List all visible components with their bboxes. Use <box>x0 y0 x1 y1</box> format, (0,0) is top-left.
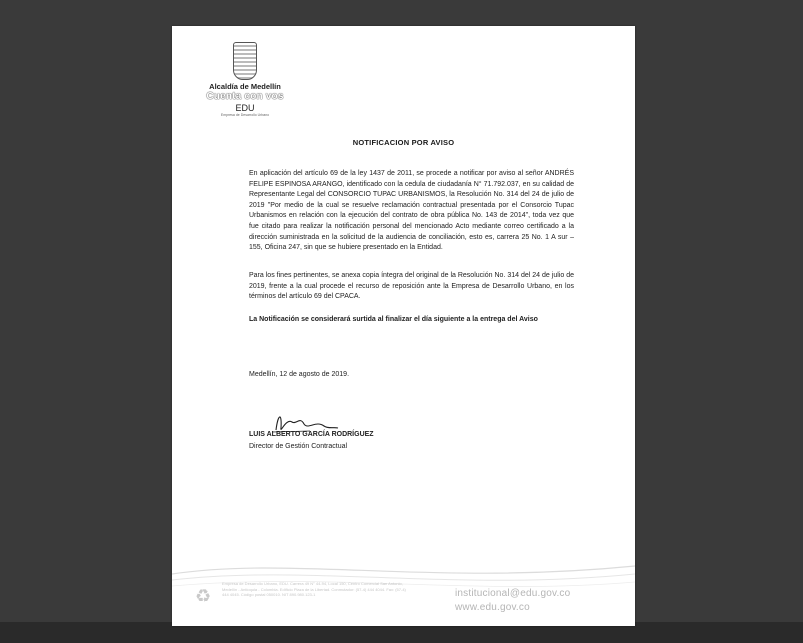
signer-name: LUIS ALBERTO GARCÍA RODRÍGUEZ <box>249 431 374 438</box>
logo-slogan: Cuenta con vos <box>206 91 284 102</box>
coat-of-arms-icon <box>233 42 257 80</box>
document-page <box>172 26 635 626</box>
logo-brand: EDU <box>235 103 255 113</box>
edu-logo <box>200 42 290 118</box>
logo-tagline: Empresa de Desarrollo Urbano <box>220 113 270 117</box>
recycle-icon: ♻ <box>195 586 212 606</box>
footer-email: institucional@edu.gov.co <box>455 588 571 599</box>
logo-city: Alcaldía de Medellín <box>209 82 281 91</box>
document-title: NOTIFICACION POR AVISO <box>352 138 455 147</box>
paragraph-validity: La Notificación se considerará surtida al finalizar el día siguiente a la entrega del Aviso <box>249 316 538 323</box>
footer-address: Empresa de Desarrollo Urbano, EDU. Carrera 49 N° 44-94, Local 150, Centro Comercial San Antonio, Medellín - Antioquia - Colombia. Edificio Plaza de la Libertad. Conmutador: (57-4) 444 4044. Fax: (57-4) 444 4045. Código postal 050010. NIT 890.980.123-1 <box>222 581 406 598</box>
footer-website: www.edu.gov.co <box>455 602 530 613</box>
paragraph-notification: En aplicación del artículo 69 de la ley 1437 de 2011, se procede a notificar por aviso al señor ANDRÉS FELIPE ESPINOSA ARANGO, identificado con la cedula de ciudadanía N° 71.792.037, en su calidad de Representante Legal del CONSORCIO TUPAC URBANISMOS, la Resolución No. 314 del 24 de julio de 2019 "Por medio de la cual se resuelve reclamación contractual presentada por el Consorcio Tupac Urbanismos en relación con la ejecución del contrato de obra pública No. 143 de 2014", toda vez que fue citado para realizar la notificación personal del mencionado Acto mediante correo certificado a la dirección suministrada en la solicitud de la audiencia de conciliación, esto es, carrera 25 No. 1 A sur – 155, Oficina 247, sin que se hubiere presentado en la Entidad. <box>249 170 574 252</box>
paragraph-attachment: Para los fines pertinentes, se anexa copia íntegra del original de la Resolución No. 314 del 24 de julio de 2019, frente a la cual procede el recurso de reposición ante la Empresa de Desarrollo Urbano, en los términos del artículo 69 del CPACA. <box>249 272 574 301</box>
document-date: Medellín, 12 de agosto de 2019. <box>249 371 350 378</box>
signer-title: Director de Gestión Contractual <box>249 443 348 450</box>
